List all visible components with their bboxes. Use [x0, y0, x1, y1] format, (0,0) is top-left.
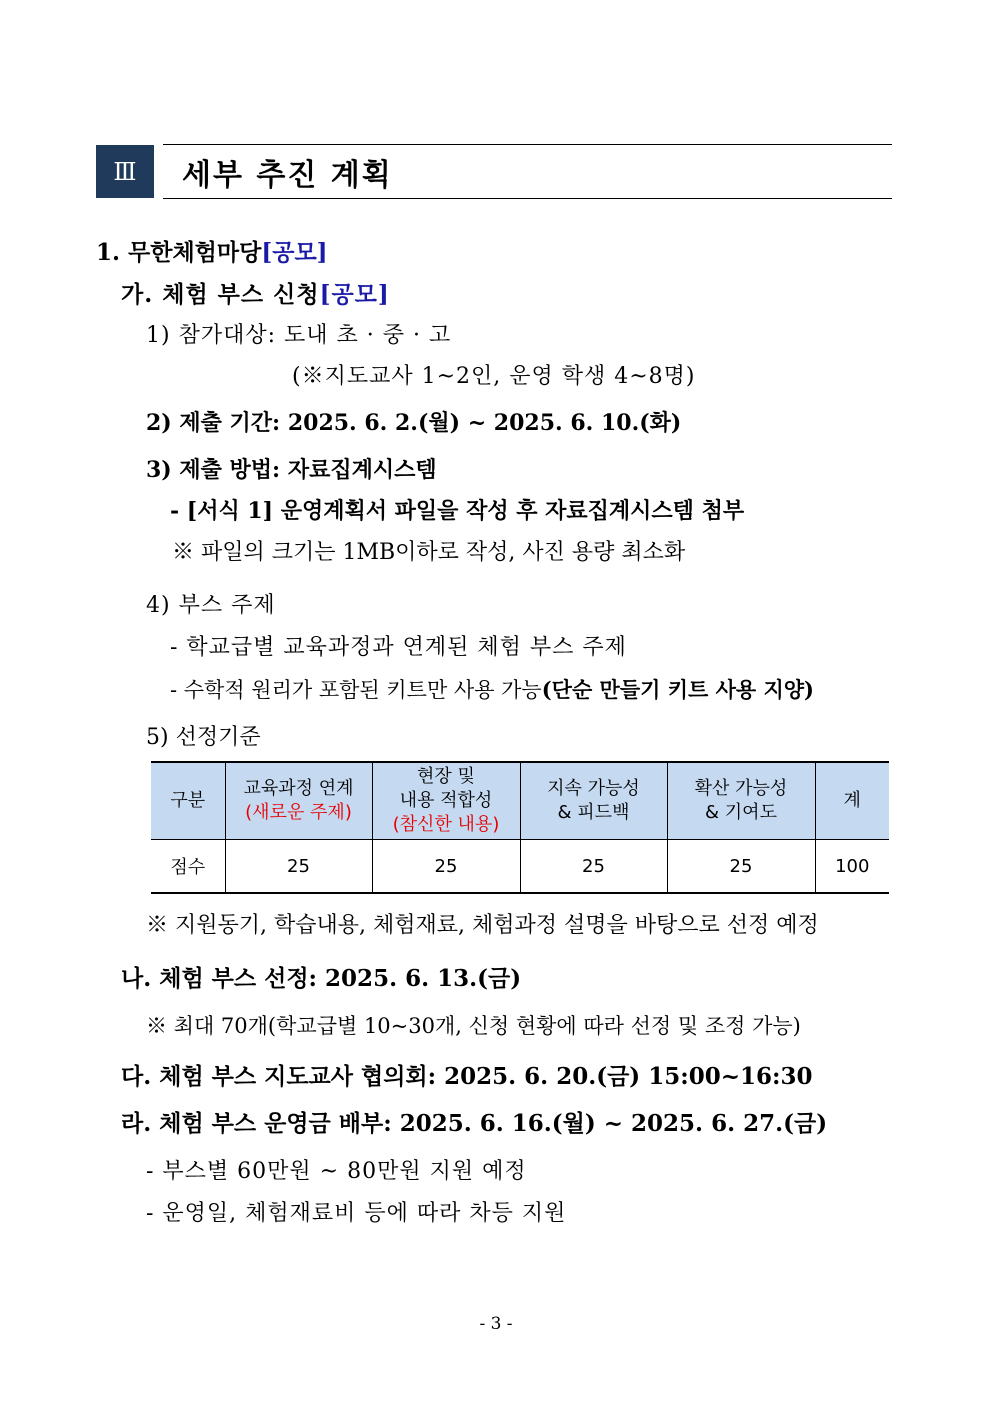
sub4-text: 4) 부스 주제 [146, 593, 276, 618]
table-header-cell: 확산 가능성 & 기여도 [667, 762, 815, 840]
table-header-cell: 교육과정 연계 (새로운 주제) [225, 762, 372, 840]
item1-heading [96, 234, 328, 267]
item-na-note: ※ 최대 70개(학교급별 10~30개, 신청 현황에 따라 선정 및 조정 가능) [146, 1014, 801, 1038]
section-number: Ⅲ [96, 145, 154, 198]
section-bottom-rule [163, 198, 892, 199]
item-ra-bullet2: - 운영일, 체험재료비 등에 따라 차등 지원 [146, 1201, 567, 1226]
item-na-text: 나. 체험 부스 선정: 2025. 6. 13.(금) [121, 965, 522, 992]
table-cell: 25 [225, 840, 372, 894]
table-cell: 25 [372, 840, 520, 894]
table-cell: 25 [667, 840, 815, 894]
page-number: - 3 - [479, 1314, 513, 1334]
section-title: 세부 추진 계획 [182, 158, 393, 193]
table-header-cell: 계 [815, 762, 889, 840]
table-cell: 점수 [151, 840, 225, 894]
table-header-cell: 구분 [151, 762, 225, 840]
selection-criteria-table [151, 761, 889, 894]
table-note: ※ 지원동기, 학습내용, 체험재료, 체험과정 설명을 바탕으로 선정 예정 [146, 913, 819, 938]
item-da-text: 다. 체험 부스 지도교사 협의회: 2025. 6. 20.(금) 15:00~16:30 [121, 1063, 813, 1090]
item1-tag: [공모] [261, 239, 328, 266]
sub3-note: ※ 파일의 크기는 1MB이하로 작성, 사진 용량 최소화 [172, 540, 686, 565]
item-ga-tag: [공모] [319, 281, 390, 308]
item-ga-label: 가. 체험 부스 신청 [121, 281, 320, 308]
item-ra-bullet1: - 부스별 60만원 ~ 80만원 지원 예정 [146, 1159, 527, 1184]
sub3-text: 3) 제출 방법: 자료집계시스템 [146, 457, 437, 483]
sub1-note: (※지도교사 1~2인, 운영 학생 4~8명) [292, 364, 696, 389]
sub2-text: 2) 제출 기간: 2025. 6. 2.(월) ~ 2025. 6. 10.(화) [146, 410, 682, 436]
sub4-bullet1: - 학교급별 교육과정과 연계된 체험 부스 주제 [170, 635, 627, 660]
table-cell: 25 [520, 840, 667, 894]
sub5-text: 5) 선정기준 [146, 725, 261, 750]
table-header-cell: 지속 가능성 & 피드백 [520, 762, 667, 840]
item1-title: 무한체험마당 [128, 239, 262, 266]
item1-num: 1. [96, 239, 121, 266]
sub4-bullet2-text: - 수학적 원리가 포함된 키트만 사용 가능 [170, 678, 542, 702]
section-top-rule [163, 144, 892, 145]
table-header-row [151, 762, 889, 840]
sub1-text: 1) 참가대상: 도내 초 · 중 · 고 [146, 323, 452, 348]
item-ga-heading [121, 276, 390, 309]
sub4-bullet2-bold: (단순 만들기 키트 사용 지양) [541, 677, 814, 702]
sub4-bullet2 [170, 674, 814, 704]
table-header-cell: 현장 및 내용 적합성 (참신한 내용) [372, 762, 520, 840]
sub3-bullet: - [서식 1] 운영계획서 파일을 작성 후 자료집계시스템 첨부 [170, 498, 745, 524]
table-row [151, 840, 889, 894]
item-ra-text: 라. 체험 부스 운영금 배부: 2025. 6. 16.(월) ~ 2025. 6. 27.(금) [121, 1110, 828, 1137]
table-cell: 100 [815, 840, 889, 894]
